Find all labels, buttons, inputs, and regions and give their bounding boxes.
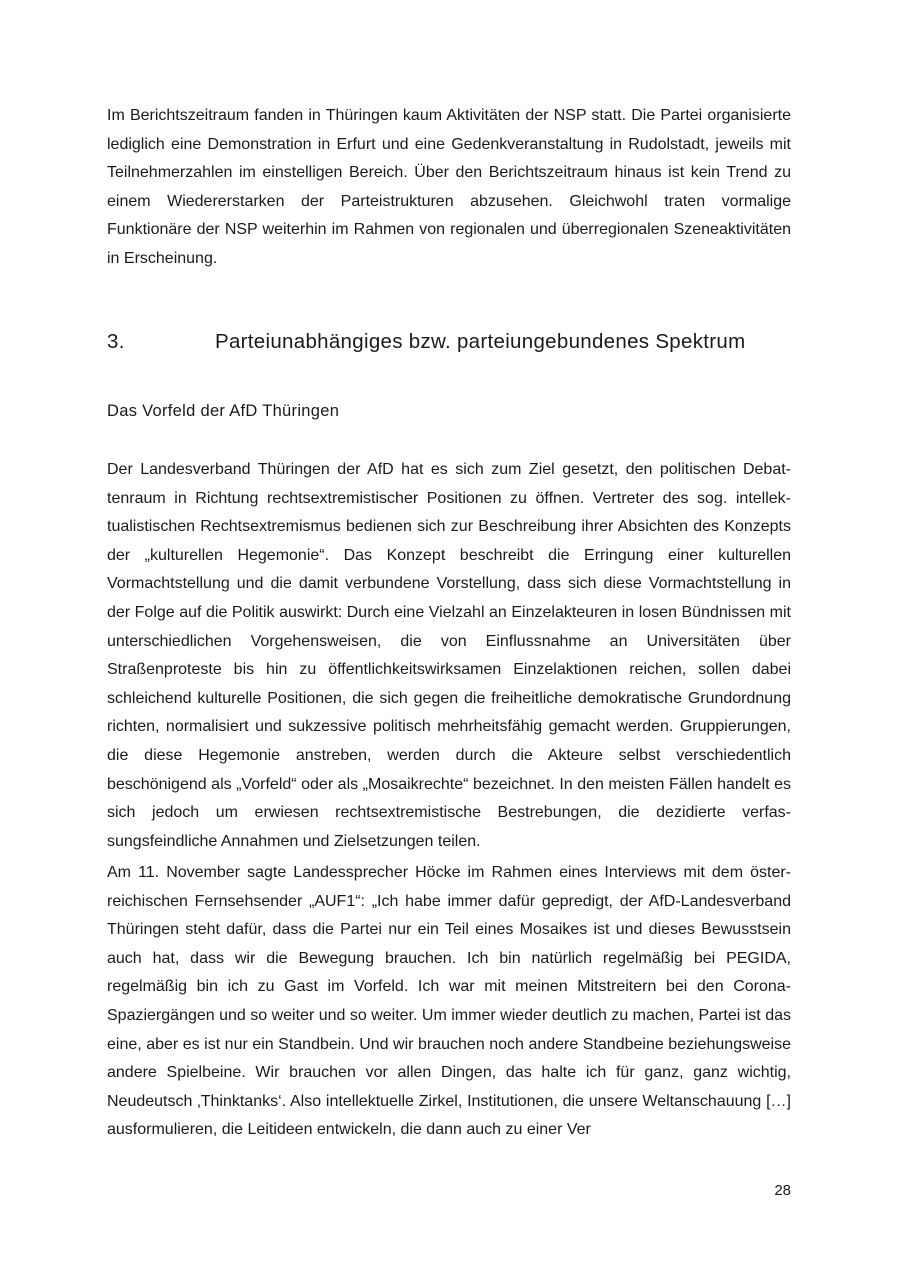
- paragraph-nsp-activities: Im Berichtszeitraum fanden in Thüringen kaum Aktivitäten der NSP statt. Die Partei organisierte lediglich eine Demonstration in Erfurt und eine Gedenkveranstaltung in Rudolstadt, jeweils mit Teilnehmerzahlen im einstelligen Bereich. Über den Berichtszeitraum hinaus ist kein Trend zu einem Wiedererstarken der Parteistrukturen abzusehen. Gleichwohl traten vormalige Funktionäre der NSP weiterhin im Rahmen von regionalen und überregionalen Szeneaktivitäten in Erscheinung.: [107, 107, 791, 267]
- section-heading: [107, 330, 791, 360]
- section-title: Parteiunabhängiges bzw. parteiungebundenes Spektrum: [215, 330, 746, 353]
- subsection-heading: Das Vorfeld der AfD Thüringen: [107, 402, 340, 420]
- paragraph-hoecke-interview: Am 11. November sagte Landessprecher Höcke im Rahmen eines Interviews mit dem österreichischen Fernsehsender „AUF1“: „Ich habe immer dafür gepredigt, der AfD-Landesverband Thüringen steht dafür, dass die Partei nur ein Teil eines Mosaikes ist und dieses Bewusstsein auch hat, dass wir die Bewegung brauchen. Ich bin natürlich regelmäßig bei PEGIDA, regelmäßig bin ich zu Gast im Vorfeld. Ich war mit meinen Mitstreitern bei den Corona-Spaziergängen und so weiter und so weiter. Um immer wieder deutlich zu machen, Partei ist das eine, aber es ist nur ein Standbein. Und wir brauchen noch andere Standbeine beziehungsweise andere Spielbeine. Wir brauchen vor allen Dingen, das halte ich für ganz, ganz wichtig, Neudeutsch ‚Thinktanks‘. Also intellektuelle Zirkel, Institutionen, die unsere Weltanschauung […] ausformulieren, die Leitideen entwickeln, die dann auch zu einer Ver: [107, 864, 791, 1139]
- section-number: 3.: [107, 330, 125, 353]
- paragraph-kulturelle-hegemonie: Der Landesverband Thüringen der AfD hat es sich zum Ziel gesetzt, den politischen Debattenraum in Richtung rechtsextremistischer Positionen zu öffnen. Vertreter des sog. intellektualistischen Rechtsextremismus bedienen sich zur Beschreibung ihrer Absichten des Konzepts der „kulturellen Hegemonie“. Das Konzept beschreibt die Erringung einer kulturellen Vormachtstellung und die damit verbundene Vorstellung, dass sich diese Vormachtstellung in der Folge auf die Politik auswirkt: Durch eine Vielzahl an Einzelakteuren in losen Bündnissen mit unterschiedlichen Vorgehensweisen, die von Einflussnahme an Universitäten über Straßenproteste bis hin zu öffentlichkeitswirksamen Einzelaktionen reichen, sollen dabei schleichend kulturelle Positionen, die sich gegen die freiheitliche demokratische Grundordnung richten, normalisiert und sukzessive politisch mehrheitsfähig gemacht werden. Gruppierungen, die diese Hegemonie anstreben, werden durch die Akteure selbst verschiedentlich beschönigend als „Vorfeld“ oder als „Mosaikrechte“ bezeichnet. In den meisten Fällen handelt es sich jedoch um erwiesen rechtsextremistische Bestrebungen, die dezidierte verfassungsfeindliche Annahmen und Zielsetzungen teilen.: [107, 461, 791, 850]
- page-number: 28: [774, 1182, 791, 1199]
- document-page: [107, 0, 791, 1272]
